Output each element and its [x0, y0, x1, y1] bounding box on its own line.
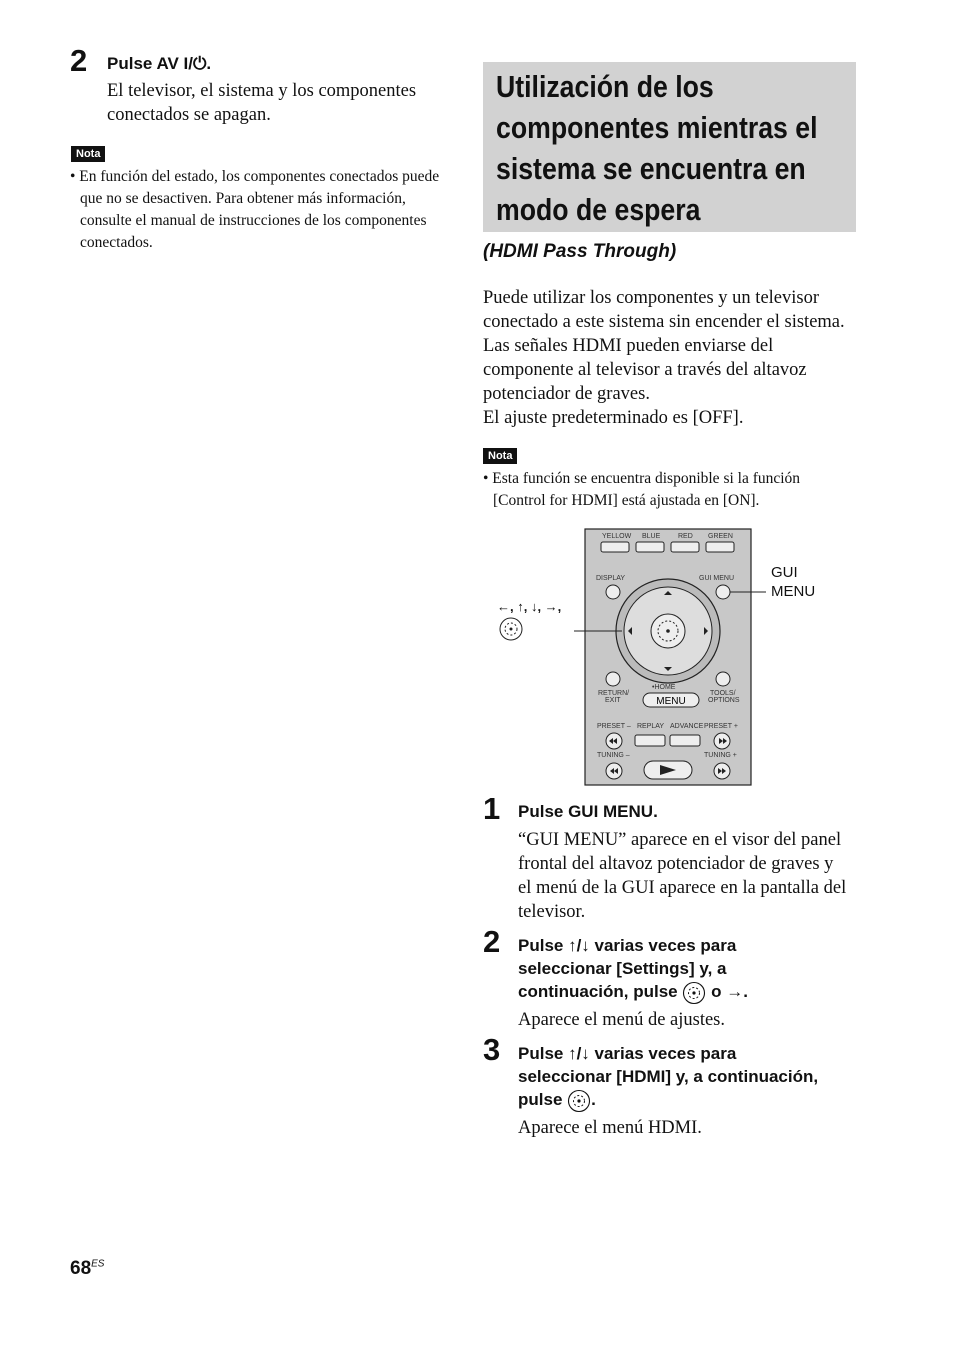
- heading-line: Pulse ↑/↓ varias veces para: [518, 936, 737, 955]
- red-button: [671, 542, 699, 552]
- replay-button: [635, 735, 665, 746]
- tools-button: [716, 672, 730, 686]
- blue-label: BLUE: [642, 533, 661, 540]
- preset-plus-label: PRESET +: [704, 723, 738, 730]
- page-number-value: 68: [70, 1258, 92, 1279]
- gui-menu-button: [716, 585, 730, 599]
- intro-line: componente al televisor a través del altavoz: [483, 360, 807, 380]
- gui-menu-label: GUI MENU: [699, 575, 734, 582]
- display-label: DISPLAY: [596, 575, 626, 582]
- arrows-callout: ←, ↑, ↓, →,: [497, 599, 562, 614]
- heading-text: o →.: [711, 982, 748, 1001]
- section-title-box: [483, 62, 856, 232]
- callout-line: MENU: [771, 583, 816, 600]
- return-button: [606, 672, 620, 686]
- step-heading: Pulse GUI MENU.: [518, 802, 658, 821]
- advance-label: ADVANCE: [670, 723, 704, 730]
- green-label: GREEN: [708, 533, 733, 540]
- title-line: sistema se encuentra en: [496, 151, 806, 186]
- intro-line: El ajuste predeterminado es [OFF].: [483, 408, 744, 428]
- replay-label: REPLAY: [637, 723, 665, 730]
- step-body: El televisor, el sistema y los componentes conectados se apagan.: [107, 81, 417, 125]
- heading-line: [518, 980, 863, 1005]
- page-number: [70, 1258, 104, 1280]
- tools-label: TOOLS/: [710, 690, 736, 697]
- note-text: • En función del estado, los componentes conectados puede que no se desactiven. Para obtener más información, consulte el manual de instrucciones de los componentes conectados.: [70, 168, 440, 251]
- step-body: Aparece el menú HDMI.: [518, 1118, 702, 1138]
- yellow-button: [601, 542, 629, 552]
- tuning-plus-label: TUNING +: [704, 752, 737, 759]
- title-line: Utilización de los: [496, 69, 714, 104]
- section-subtitle: (HDMI Pass Through): [483, 241, 677, 262]
- body-line: televisor.: [518, 902, 586, 922]
- heading-text: pulse: [518, 1090, 563, 1109]
- step-number: 2: [70, 43, 88, 78]
- step-heading: Pulse AV I/⏻.: [107, 54, 212, 73]
- intro-line: conectado a este sistema sin encender el sistema.: [483, 312, 845, 332]
- menu-label: MENU: [656, 696, 686, 707]
- heading-line: seleccionar [Settings] y, a: [518, 959, 727, 978]
- step-heading: [518, 1042, 863, 1113]
- body-line: frontal del altavoz potenciador de graves y: [518, 854, 834, 874]
- body-line: “GUI MENU” aparece en el visor del panel: [518, 830, 842, 850]
- options-label: OPTIONS: [708, 697, 740, 704]
- heading-text: .: [591, 1090, 596, 1109]
- heading-line: seleccionar [HDMI] y, a continuación,: [518, 1067, 819, 1086]
- yellow-label: YELLOW: [602, 533, 632, 540]
- step-number: 1: [483, 791, 501, 826]
- home-label: •HOME: [652, 684, 676, 691]
- heading-text: continuación, pulse: [518, 982, 678, 1001]
- note-badge: Nota: [71, 144, 105, 162]
- advance-button: [670, 735, 700, 746]
- note-text: [483, 468, 863, 512]
- note-line: [Control for HDMI] está ajustada en [ON].: [493, 492, 760, 509]
- note-line: • Esta función se encuentra disponible si la función: [483, 470, 801, 487]
- red-label: RED: [678, 533, 693, 540]
- intro-line: Puede utilizar los componentes y un televisor: [483, 288, 820, 308]
- callout-line: GUI: [771, 564, 798, 581]
- title-line: modo de espera: [496, 192, 701, 227]
- step-body: Aparece el menú de ajustes.: [518, 1010, 726, 1030]
- enter-icon: [682, 981, 706, 1005]
- return-label: RETURN/: [598, 690, 630, 697]
- gui-menu-callout: [771, 563, 815, 601]
- page-language: ES: [91, 1258, 105, 1270]
- intro-line: potenciador de graves.: [483, 384, 650, 404]
- intro-text: [483, 286, 873, 430]
- heading-line: Pulse ↑/↓ varias veces para: [518, 1044, 737, 1063]
- heading-line: [518, 1088, 863, 1113]
- step-number: 3: [483, 1032, 501, 1067]
- step-number: 2: [483, 924, 501, 959]
- note-badge: Nota: [483, 446, 517, 464]
- enter-icon: [567, 1089, 591, 1113]
- preset-minus-label: PRESET –: [597, 723, 631, 730]
- green-button: [706, 542, 734, 552]
- step-heading: [518, 934, 863, 1005]
- title-line: componentes mientras el: [496, 110, 818, 145]
- section-title: [496, 66, 870, 230]
- tuning-minus-label: TUNING –: [597, 752, 630, 759]
- intro-line: Las señales HDMI pueden enviarse del: [483, 336, 774, 356]
- display-button: [606, 585, 620, 599]
- exit-label: EXIT: [605, 697, 621, 704]
- blue-button: [636, 542, 664, 552]
- step-body: [518, 828, 863, 924]
- body-line: el menú de la GUI aparece en la pantalla del: [518, 878, 847, 898]
